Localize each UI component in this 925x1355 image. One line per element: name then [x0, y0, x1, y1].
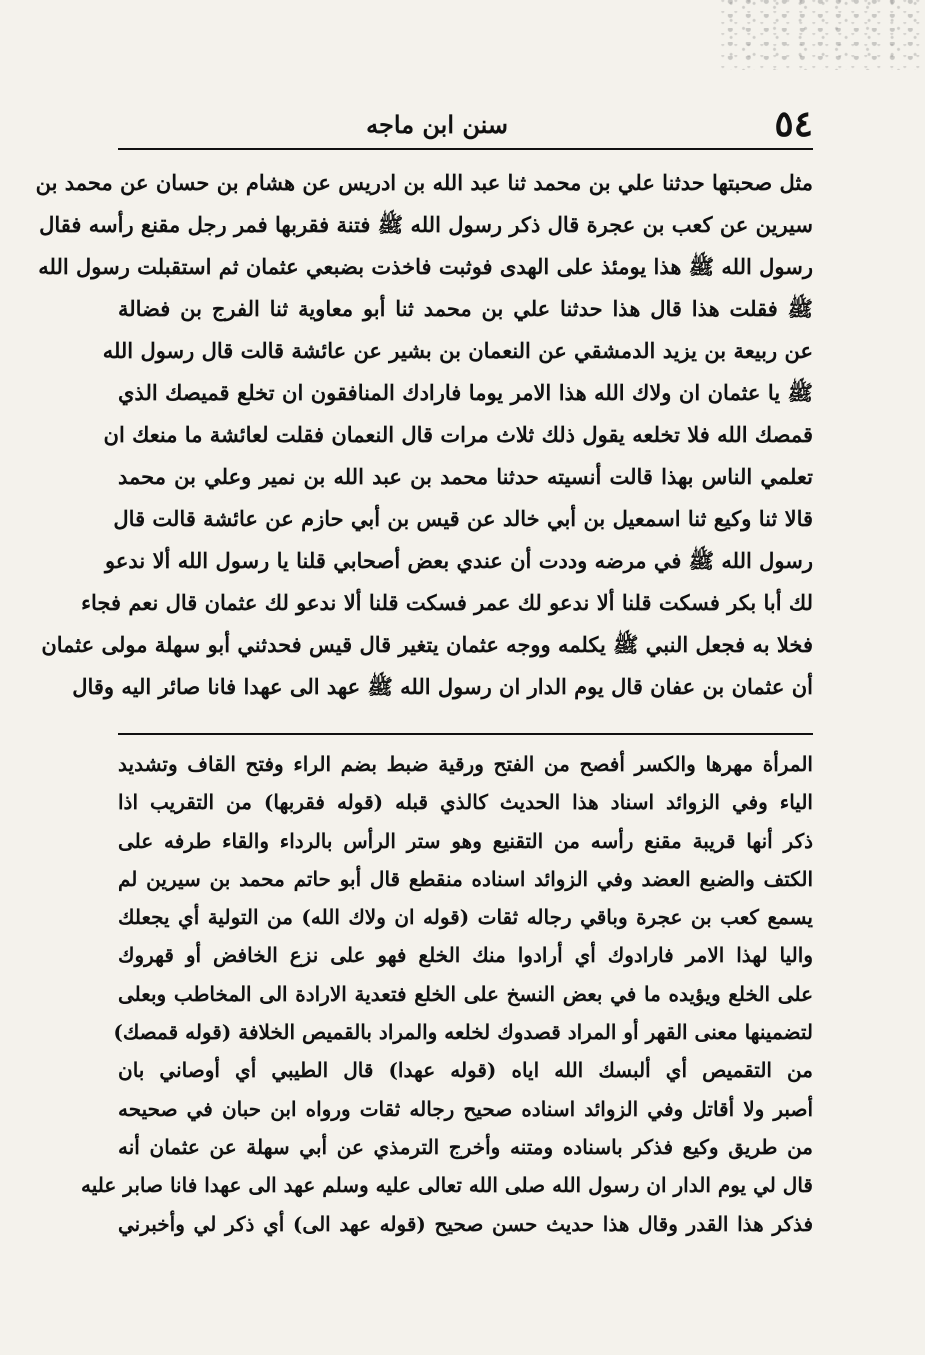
header-rule — [118, 148, 813, 150]
footnote-line: ذكر أنها قريبة مقنع رأسه من التقنيع وهو ستر الرأس بالرداء والقاء طرفه على — [118, 828, 813, 853]
main-text-line: رسول الله ﷺ هذا يومئذ على الهدى فوثبت فاخذت بضبعي عثمان ثم استقبلت رسول الله — [38, 254, 813, 279]
footnote-line: من التقميص أي ألبسك الله اياه (قوله عهدا) قال الطيبي أي أوصاني بان — [118, 1058, 813, 1083]
footnote-line: على الخلع ويؤيده ما في بعض النسخ على الخلع فتعدية الارادة الى المخاطب وبعلى — [118, 981, 813, 1006]
main-text-line: فخلا به فجعل النبي ﷺ يكلمه ووجه عثمان يتغير قال قيس فحدثني أبو سهلة مولى عثمان — [41, 632, 813, 657]
main-text-line: قمصك الله فلا تخلعه يقول ذلك ثلاث مرات قال النعمان فقلت لعائشة ما منعك ان — [103, 422, 813, 447]
footnote-line: الياء وفي الزوائد اسناد هذا الحديث كالذي قبله (قوله فقربها) من التقريب اذا — [118, 790, 813, 815]
page-number: ٥٤ — [774, 103, 813, 145]
main-text-line: تعلمي الناس بهذا قالت أنسيته حدثنا محمد بن عبد الله بن نمير وعلي بن محمد — [118, 464, 813, 489]
main-text-line: عن ربيعة بن يزيد الدمشقي عن النعمان بن بشير عن عائشة قالت قال رسول الله — [102, 338, 813, 363]
main-text-line: لك أبا بكر فسكت قلنا ألا ندعو لك عمر فسكت قلنا ألا ندعو لك عثمان قال نعم فجاء — [81, 590, 813, 615]
footnote-line: أصبر ولا أقاتل وفي الزوائد اسناده صحيح رجاله ثقات ورواه ابن حبان في صحيحه — [118, 1096, 813, 1121]
footnote-line: واليا لهذا الامر فارادوك أي أرادوا منك الخلع فهو على نزع الخافض أو قهروك — [118, 943, 813, 968]
footnote-line: المرأة مهرها والكسر أفصح من الفتح ورقية ضبط بضم الراء وفتح القاف وتشديد — [118, 752, 813, 776]
main-text-line: ﷺ فقلت هذا قال هذا حدثنا علي بن محمد ثنا أبو معاوية ثنا الفرج بن فضالة — [118, 296, 813, 321]
main-text-line: أن عثمان بن عفان قال يوم الدار ان رسول الله ﷺ عهد الى عهدا فانا صائر اليه وقال — [72, 674, 813, 699]
running-title: سنن ابن ماجه — [366, 110, 508, 139]
page-header — [118, 105, 813, 143]
main-text-line: مثل صحبتها حدثنا علي بن محمد ثنا عبد الله بن ادريس عن هشام بن حسان عن محمد بن — [35, 170, 813, 195]
footnote-line: يسمع كعب بن عجرة وباقي رجاله ثقات (قوله ان ولاك الله) من التولية أي يجعلك — [118, 905, 813, 930]
footnote-line: من طريق وكيع فذكر باسناده ومتنه وأخرج الترمذي عن أبي سهلة عن عثمان أنه — [118, 1134, 813, 1159]
main-text-line: رسول الله ﷺ في مرضه وددت أن عندي بعض أصحابي قلنا يا رسول الله ألا ندعو — [105, 548, 813, 573]
main-text-line: قالا ثنا وكيع ثنا اسمعيل بن أبي خالد عن قيس بن أبي حازم عن عائشة قالت قال — [113, 506, 813, 531]
footnote-line: لتضمينها معنى القهر أو المراد قصدوك لخلعه والمراد بالقميص الخلافة (قوله قمصك) — [113, 1020, 813, 1045]
footnote-line: قال لي يوم الدار ان رسول الله صلى الله تعالى عليه وسلم عهد الى عهدا فانا صابر عليه — [81, 1173, 813, 1198]
scan-noise — [715, 0, 925, 70]
main-text — [35, 162, 813, 708]
footnote-line: الكتف والضبع العضد وفي الزوائد اسناده منقطع قال أبو حاتم محمد بن سيرين لم — [118, 866, 813, 891]
footnote-line: فذكر هذا القدر وقال هذا حديث حسن صحيح (قوله عهد الى) أي ذكر لي وأخبرني — [118, 1211, 814, 1236]
footnote-rule — [118, 733, 813, 735]
main-text-line: ﷺ يا عثمان ان ولاك الله هذا الامر يوما فارادك المنافقون ان تخلع قميصك الذي — [118, 380, 813, 405]
footnotes — [81, 745, 814, 1243]
main-text-line: سيرين عن كعب بن عجرة قال ذكر رسول الله ﷺ فتنة فقربها فمر رجل مقنع رأسه فقال — [39, 212, 813, 237]
